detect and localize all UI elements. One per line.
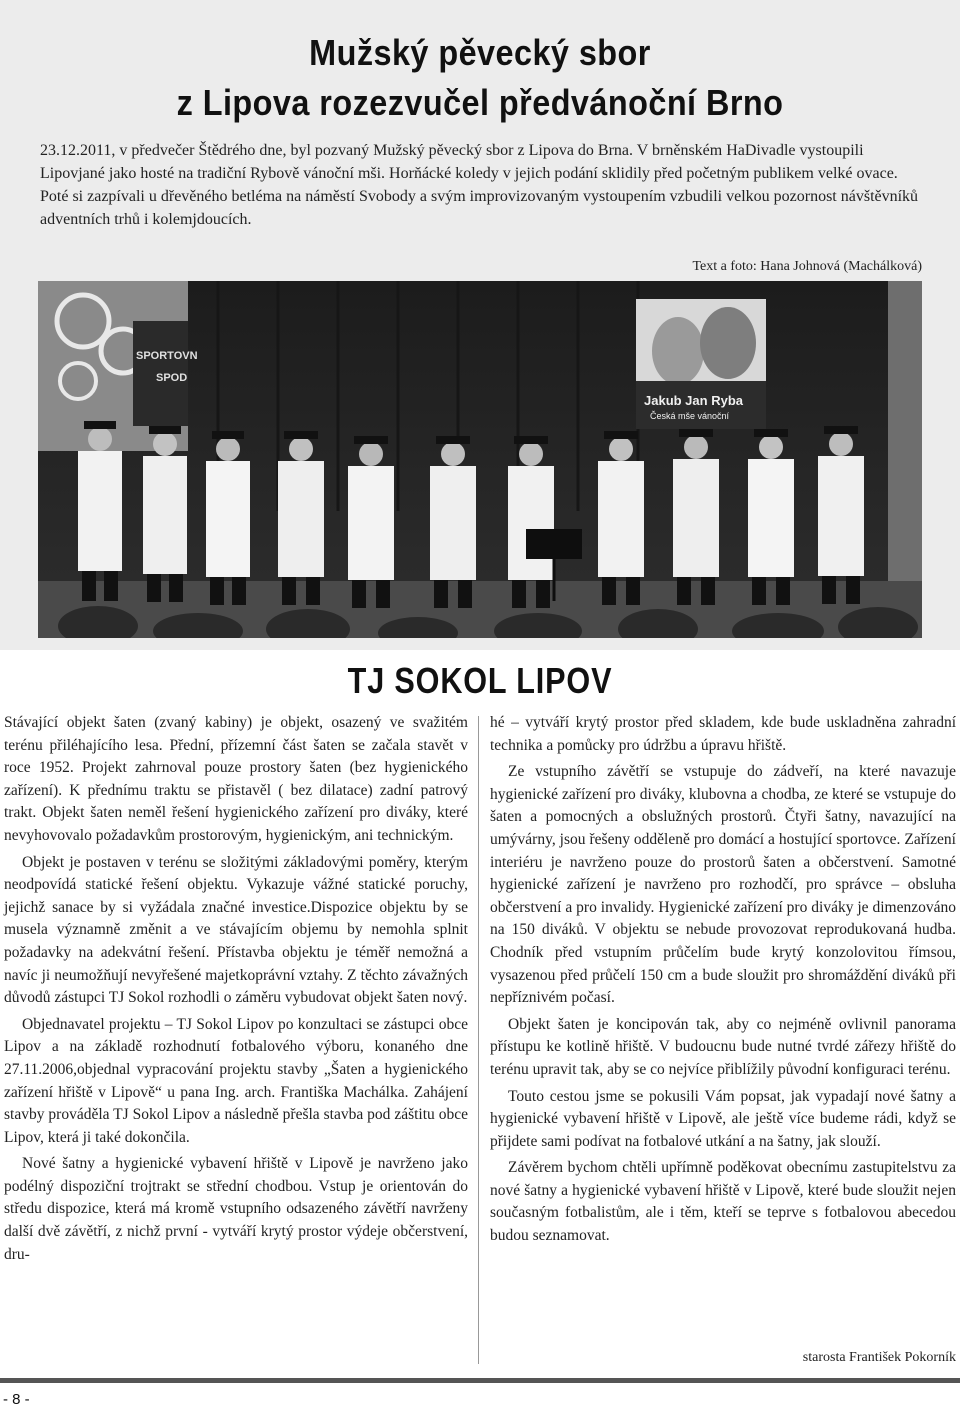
page-number: - 8 - <box>3 1391 30 1408</box>
author-signature: starosta František Pokorník <box>802 1350 956 1365</box>
choir-photo-illustration <box>38 281 922 638</box>
banner-text-2: SPOD <box>156 372 188 384</box>
banner-text-1: SPORTOVN <box>136 350 198 362</box>
article-right-column <box>490 712 956 1252</box>
paragraph: Nové šatny a hygienické vybavení hřiště v Lipově je navrženo jako podélný dispoziční trojtrakt se střední chodbou. Vstup je orientován do středu dispozice, která má kromě vstupního odsazeného závětří navrženy další dvě závětří, z nichž první - vytváří krytý prostor výdeje občerstvení, dru- <box>4 1155 468 1263</box>
section-title: TJ SOKOL LIPOV <box>347 660 613 701</box>
article-lead-text: 23.12.2011, v předvečer Štědrého dne, byl pozvaný Mužský pěvecký sbor z Lipova do Brna. V brněnském HaDivadle vystoupili Lipovjané jako hosté na tradiční Rybově vánoční mši. Horňácké koledy v jejich podání sklidily před početným publikem velké ovace. Poté si zazpívali u dřevěného betléma na náměstí Svobody a svým improvizovaným vystoupením vzbudili velkou pozornost návštěvníků adventních trhů i kolemjdoucích. <box>40 142 919 228</box>
article-title-line-2: z Lipova rozezvučel předvánoční Brno <box>176 82 784 123</box>
paragraph: hé – vytváří krytý prostor před skladem, kde bude uskladněna zahradní technika a pomůcky pro údržbu a úpravu hřiště. <box>490 714 956 754</box>
screen-caption-1: Jakub Jan Ryba <box>644 393 743 408</box>
paragraph: Objekt je postaven v terénu se složitými základovými poměry, kterým neodpovídá statické řešení objektu. Vykazuje vážné statické poruchy, jejichž sanace by si vyžádala značné investice.Dispozice objektu by se musela významně změnit a ve stávajícím objemu by nemohla splnit požadavky na adekvátní řešení. Přístavba objektu je téměř nemožná a navíc ji neumožňují nevyřešené majetkoprávní vztahy. Z těchto závažných důvodů zástupci TJ Sokol rozhodli o záměru vybudovat objekt šaten nový. <box>4 853 468 1007</box>
article-title-line-1: Mužský pěvecký sbor <box>309 32 651 73</box>
music-stand <box>526 529 582 559</box>
paragraph: Objednavatel projektu – TJ Sokol Lipov po konzultaci se zástupci obce Lipov a na základě rozhodnutí fotbalového výboru, konaného dne 27.11.2006,objednal vypracování projektu stavby „Šaten a hygienického zařízení hřiště v Lipově“ u pana Ing. arch. Františka Machálka. Zahájení stavby prováděla TJ Sokol Lipov a následně přešla stavba pod záštitu obce Lipov, která ji také dokončila. <box>4 1015 468 1146</box>
paragraph: Ze vstupního závětří se vstupuje do zádveří, na které navazuje hygienické zařízení pro diváky, klubovna a chodba, ze které se vstupuje do šaten a pomocných a obslužných prostorů. Čtyři šatny, navazující na umývárny, jsou řešeny odděleně pro domácí a hostující sportovce. Zařízení interiéru je navrženo pouze do prostorů šaten a občerstvení. Samotné hygienické zařízení je navrženo pro rozhodčí, pro správce – obsluha občerstvení a pro invalidy. Hygienické zařízení pro diváky je dimenzováno na 150 diváků. V objektu se nebude provozovat reprodukovaná hudba. Chodník před vstupním průčelím bude krytý konzolovitou římsou, vysazenou před průčelí 150 cm a bude sloužit pro shromáždění diváků při nepříznivém počasí. <box>490 763 956 1007</box>
paragraph: Závěrem bychom chtěli upřímně poděkovat obecnímu zastupitelstvu za nové šatny a hygienické vybavení hřiště v Lipově, které bude sloužit nejen současným fotbalistům, ale i těm, kteří se teprve s fotbalovou abecedou budou seznamovat. <box>490 1159 956 1245</box>
article-lead <box>40 139 924 231</box>
paragraph: Stávající objekt šaten (zvaný kabiny) je objekt, osazený ve svažitém terénu přiléhajícího lesa. Přední, přízemní část šaten se začala stavět v roce 1952. Projekt zahrnoval pouze prostory šaten (bez hygienického zařízení). K přednímu traktu se přistavěl ( bez dilatace) zadní patrový trakt. Objekt šaten neměl řešení hygienického zařízení pro diváky, které nevyhovovalo požadavkům prostorovým, hygienickým, ani technickým. <box>4 714 468 844</box>
paragraph: Objekt šaten je koncipován tak, aby co nejméně ovlivnil panorama přístupu ke kotlině hřiště. V budoucnu bude nutné tvrdé zářezy hřiště do terénu upravit tak, aby se co nejvíce přiblížily původní konfiguraci terénu. <box>490 1015 956 1078</box>
paragraph: Touto cestou jsme se pokusili Vám popsat, jak vypadají nové šatny a hygienické vybavení hřiště v Lipově, ale ještě více budeme rádi, když se přijdete sami podívat na fotbalové utkání a na šatny, jak slouží. <box>490 1087 956 1150</box>
choir-photo <box>38 281 922 638</box>
photo-credit: Text a foto: Hana Johnová (Machálková) <box>692 259 922 274</box>
screen-caption-2: Česká mše vánoční <box>650 411 730 421</box>
article-left-column <box>4 712 468 1270</box>
footer-rule <box>0 1378 960 1383</box>
column-divider <box>478 716 479 1364</box>
